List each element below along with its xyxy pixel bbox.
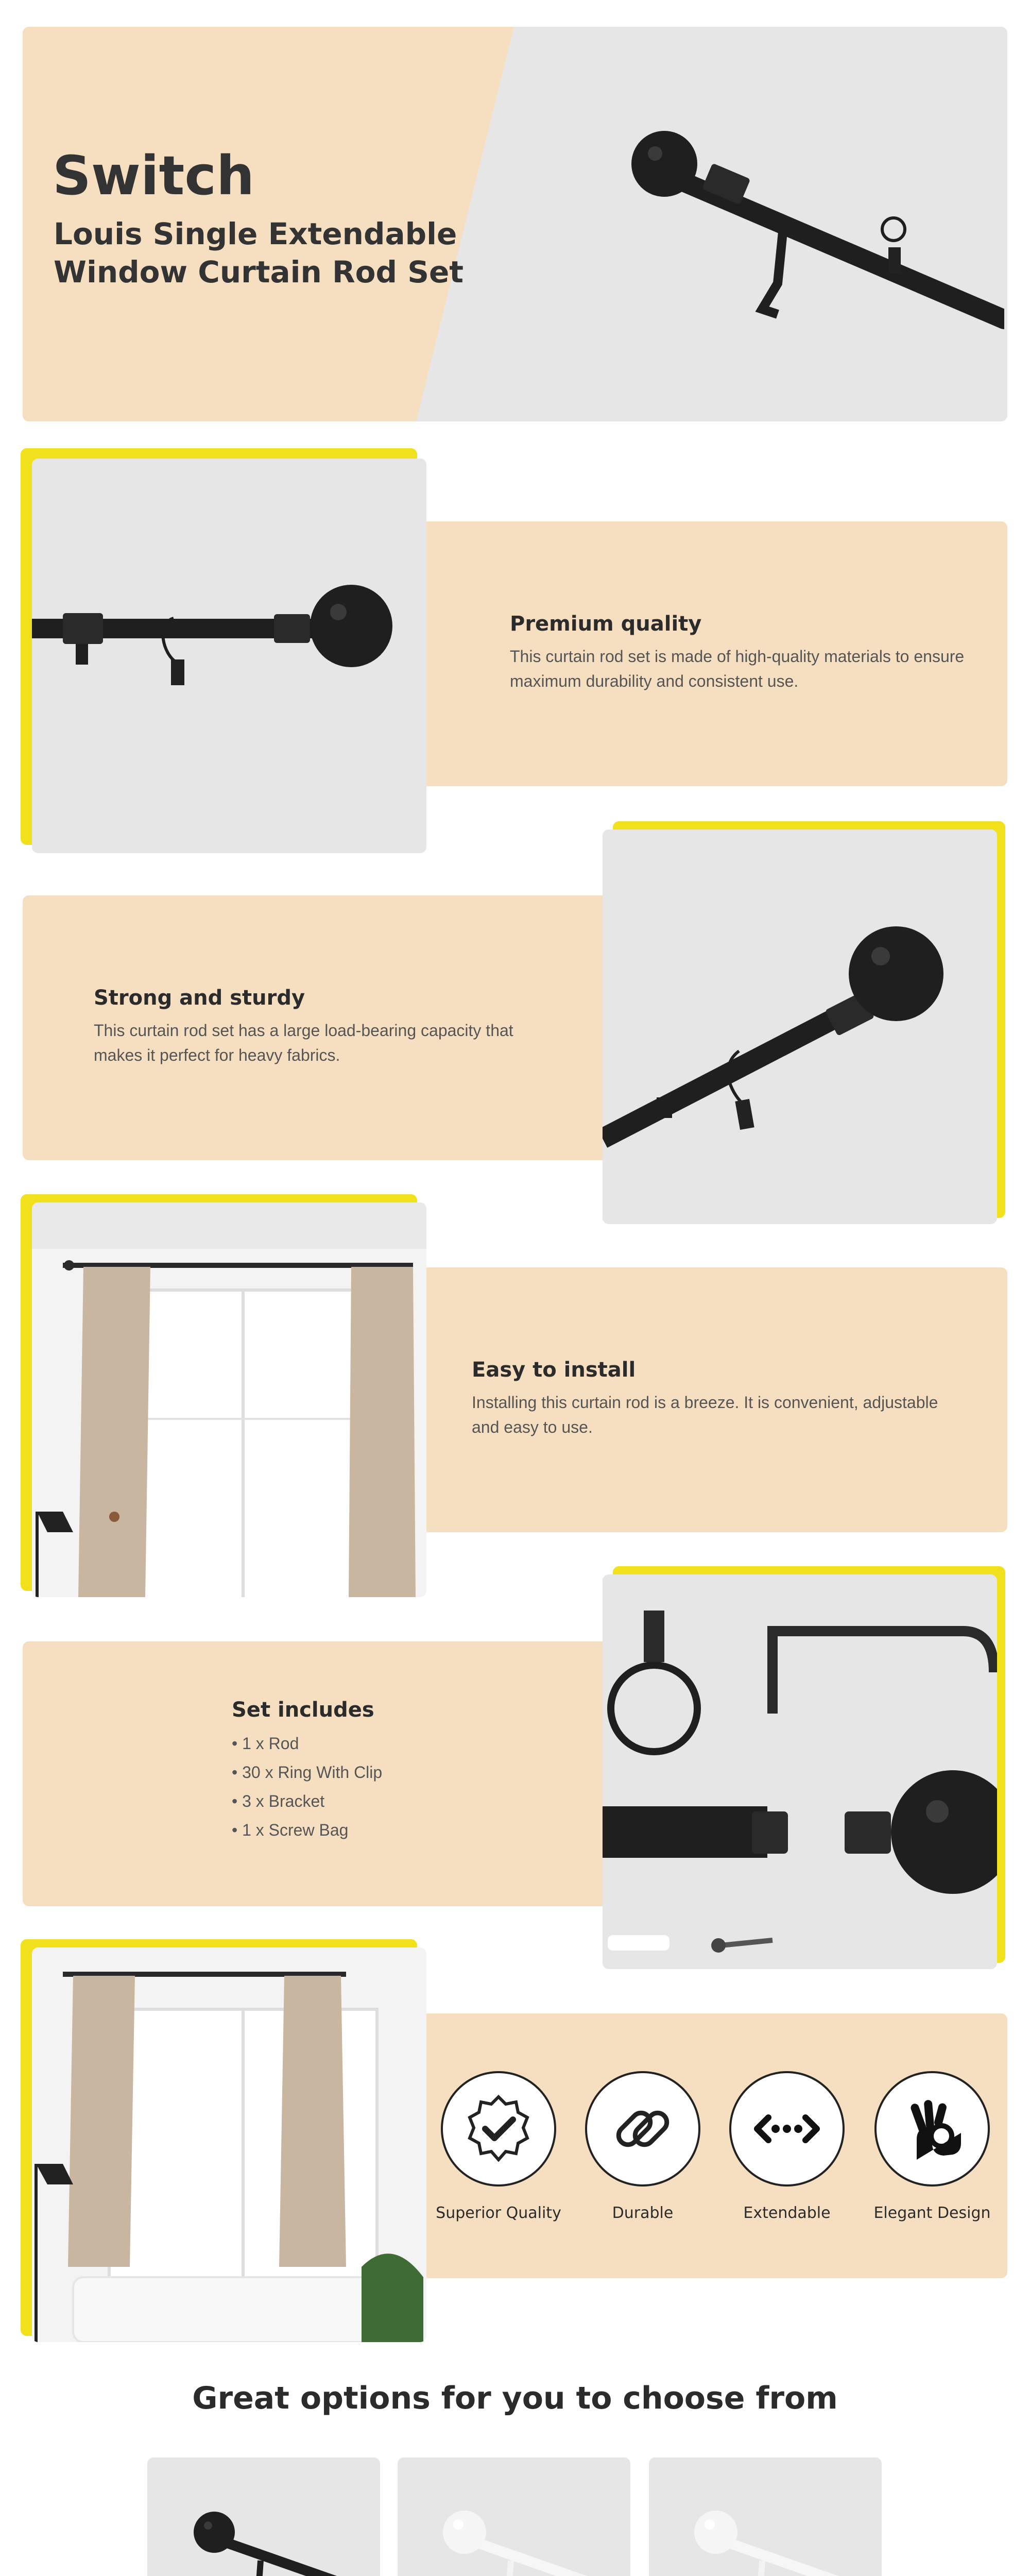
- feature1-description: This curtain rod set is made of high-quality materials to ensure maximum durability and consistent use.: [510, 647, 965, 690]
- highlight-label: Extendable: [743, 2204, 831, 2222]
- feature2-description: This curtain rod set has a large load-bearing capacity that makes it perfect for heavy fabrics.: [94, 1021, 513, 1064]
- highlight-label: Durable: [612, 2204, 674, 2222]
- feature2-title: Strong and sturdy: [94, 986, 305, 1010]
- highlight-extendable: [729, 2071, 845, 2187]
- feature2-rod-image: [603, 829, 997, 1224]
- set-includes-item: • 1 x Screw Bag: [232, 1821, 349, 1839]
- extend-arrows-icon: [729, 2071, 845, 2187]
- highlight-elegant-design: [874, 2071, 990, 2187]
- ok-hand-icon: [874, 2071, 990, 2187]
- set-includes-item: • 1 x Rod: [232, 1734, 299, 1753]
- feature3-room-image: [32, 1202, 426, 1597]
- options-heading: Great options for you to choose from: [192, 2380, 838, 2416]
- feature1-title: Premium quality: [510, 612, 702, 636]
- option-image-matt-white-160[interactable]: [649, 2458, 882, 2576]
- option-image-matt-black[interactable]: [147, 2458, 380, 2576]
- highlight-label: Elegant Design: [873, 2204, 991, 2222]
- set-includes-item: • 3 x Bracket: [232, 1792, 325, 1810]
- highlights-room-image: [32, 1947, 426, 2342]
- feature3-description: Installing this curtain rod is a breeze. It is convenient, adjustable and easy to use.: [472, 1393, 938, 1436]
- brand-name: Switch: [53, 144, 255, 207]
- feature1-rod-image: [32, 459, 426, 853]
- chain-link-icon: [585, 2071, 700, 2187]
- highlight-durable: [585, 2071, 700, 2187]
- hero-rod-image: [608, 103, 1004, 340]
- highlight-label: Superior Quality: [436, 2204, 561, 2222]
- product-title-line1: Louis Single Extendable: [54, 216, 457, 251]
- set-includes-item: • 30 x Ring With Clip: [232, 1763, 383, 1782]
- feature3-title: Easy to install: [472, 1358, 636, 1382]
- product-title-line2: Window Curtain Rod Set: [54, 255, 464, 290]
- highlight-superior-quality: [441, 2071, 556, 2187]
- option-image-matt-white-120[interactable]: [398, 2458, 630, 2576]
- set-includes-title: Set includes: [232, 1698, 374, 1722]
- set-includes-parts-image: [603, 1574, 997, 1969]
- badge-check-icon: [441, 2071, 556, 2187]
